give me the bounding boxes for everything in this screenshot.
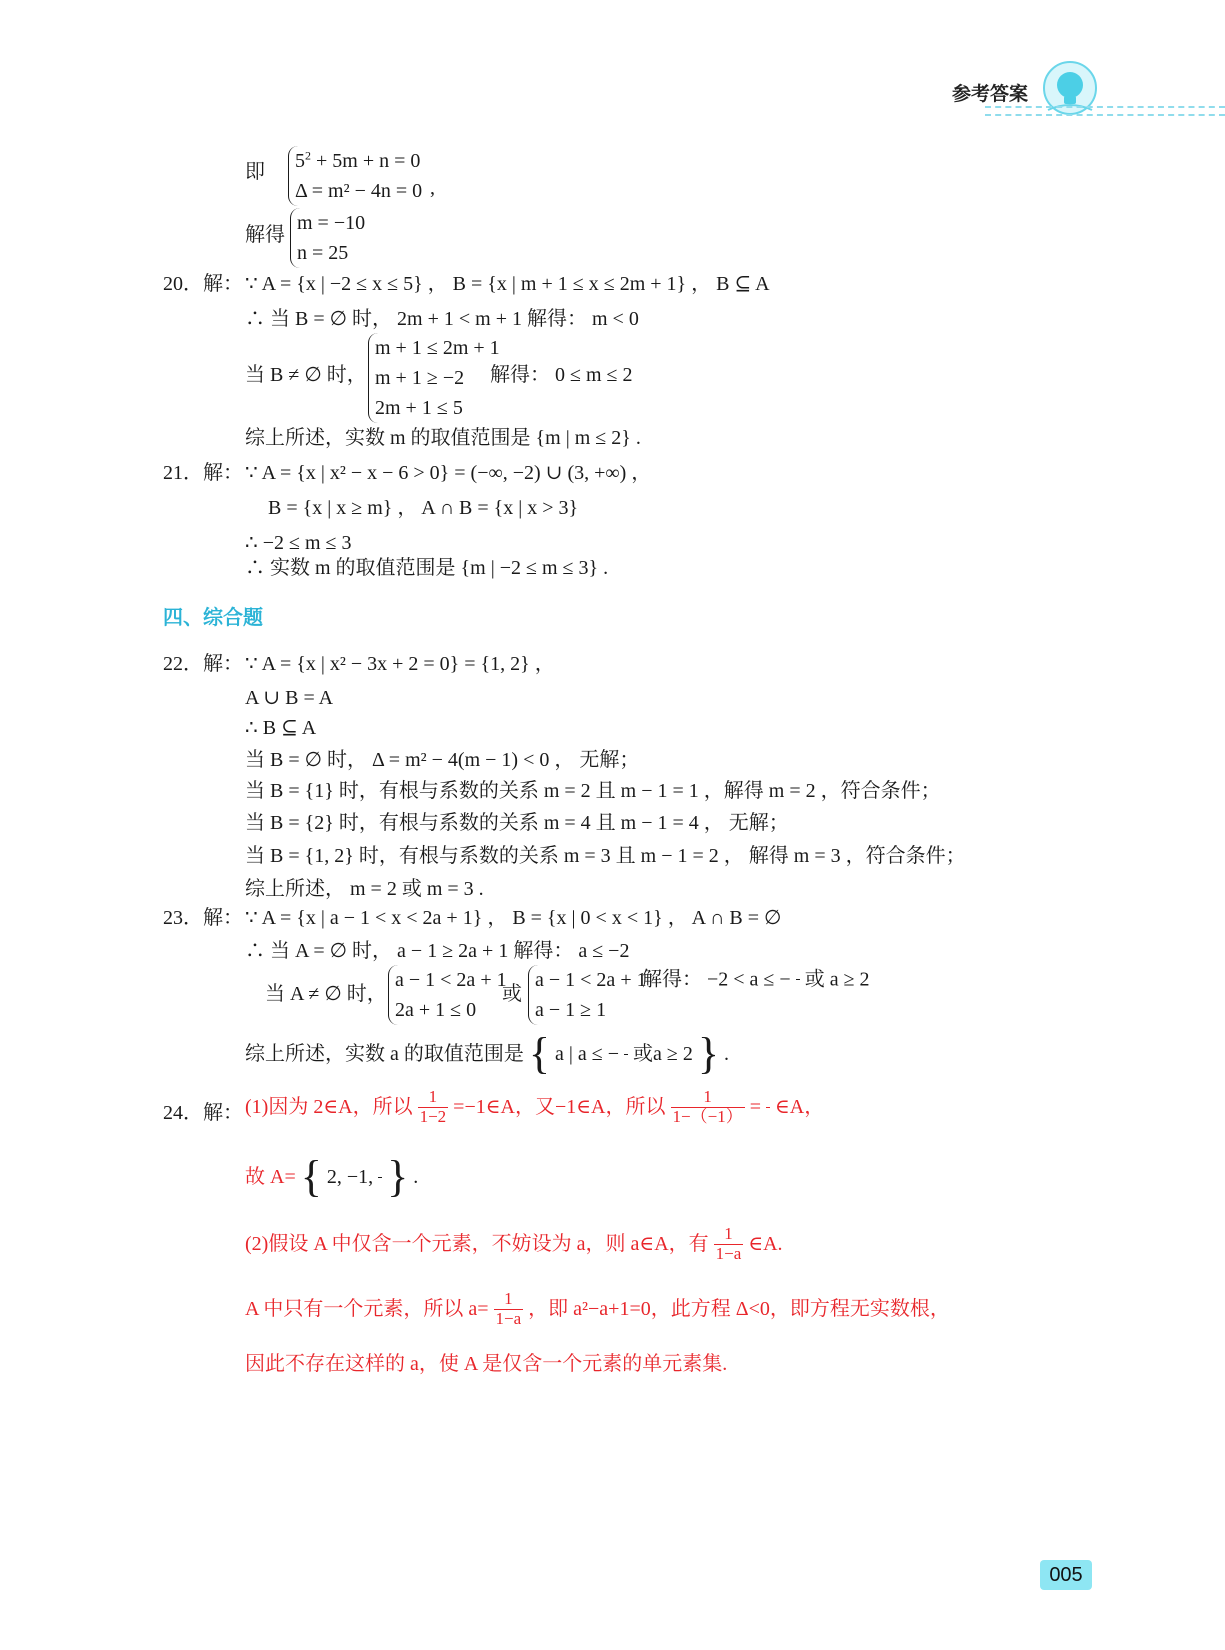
section-title: 四、综合题 bbox=[163, 607, 263, 629]
set-brace-open: { bbox=[528, 1029, 551, 1078]
lightbulb-icon bbox=[1040, 60, 1100, 118]
header-title: 参考答案 bbox=[952, 84, 1029, 105]
q22-line3: ∴ B ⊆ A bbox=[245, 717, 317, 739]
text: ，即 a²−a+1=0，此方程 Δ<0，即方程无实数根， bbox=[528, 1298, 950, 1321]
eq-line: 5 bbox=[295, 150, 305, 172]
q22-line8: 综上所述， m = 2 或 m = 3 . bbox=[245, 878, 484, 900]
text-ji: 即 bbox=[245, 161, 265, 183]
q22-line1: ∵ A = {x | x² − 3x + 2 = 0} = {1, 2} ， bbox=[245, 653, 555, 675]
q23-label: 23．解： bbox=[163, 907, 243, 929]
set-text-2: 或a ≥ 2 bbox=[633, 1043, 693, 1065]
fraction bbox=[378, 1177, 382, 1178]
eq-line: n = 25 bbox=[297, 242, 349, 264]
ineq: a − 1 ≥ 1 bbox=[535, 999, 607, 1021]
fraction bbox=[494, 1290, 524, 1328]
fraction bbox=[714, 1225, 744, 1263]
q21-line1: ∵ A = {x | x² − x − 6 > 0} = (−∞, −2) ∪ (3, +∞) ， bbox=[245, 462, 652, 484]
denominator: 1−a bbox=[715, 1243, 742, 1263]
q24-line3 bbox=[245, 1225, 783, 1263]
q23-system-2 bbox=[528, 965, 647, 1025]
numerator bbox=[766, 1107, 770, 1108]
fraction bbox=[671, 1088, 745, 1126]
q21-label: 21．解： bbox=[163, 462, 243, 484]
text: = bbox=[749, 1096, 761, 1119]
q20-label: 20．解： bbox=[163, 273, 243, 295]
fraction bbox=[624, 1054, 628, 1055]
set-brace-close: } bbox=[387, 1152, 409, 1201]
set-brace-open: { bbox=[300, 1152, 322, 1201]
q23-system-1 bbox=[388, 965, 507, 1025]
text: ∈A. bbox=[748, 1233, 783, 1256]
text: (2)假设 A 中仅含一个元素，不妨设为 a，则 a∈A，有 bbox=[245, 1233, 709, 1256]
denominator: 1−（−1） bbox=[672, 1106, 743, 1126]
summary-text: 综上所述，实数 a 的取值范围是 bbox=[245, 1043, 524, 1065]
text: 故 A= bbox=[245, 1166, 296, 1188]
numerator: 1 bbox=[494, 1290, 524, 1310]
system-2 bbox=[290, 208, 365, 268]
q22-line4: 当 B = ∅ 时， Δ = m² − 4(m − 1) < 0 ， 无解； bbox=[245, 749, 640, 771]
system-1: $5^2 + 5m + n = 0$ Δ = m² − 4n = 0 bbox=[288, 146, 422, 206]
q20-line2: ∴ 当 B = ∅ 时， 2m + 1 < m + 1 解得： m < 0 bbox=[245, 308, 639, 330]
fraction bbox=[796, 979, 800, 980]
period: . bbox=[724, 1043, 730, 1065]
q23-or: 或 bbox=[502, 983, 522, 1005]
comma: , bbox=[430, 177, 435, 199]
result-text-2: 或 a ≥ 2 bbox=[804, 968, 870, 991]
q21-line3: ∴ −2 ≤ m ≤ 3 bbox=[245, 532, 352, 554]
q24-label: 24．解： bbox=[163, 1102, 243, 1124]
q23-line1: ∵ A = {x | a − 1 < x < 2a + 1} ， B = {x | 0 < x < 1} ， A ∩ B = ∅ bbox=[245, 907, 782, 929]
text: . bbox=[413, 1166, 419, 1188]
header-divider-2 bbox=[985, 114, 1225, 116]
numerator bbox=[624, 1054, 628, 1055]
text: =−1∈A，又−1∈A，所以 bbox=[453, 1096, 666, 1119]
text: (1)因为 2∈A，所以 bbox=[245, 1096, 413, 1119]
ineq: 2a + 1 ≤ 0 bbox=[395, 999, 477, 1021]
numerator bbox=[378, 1177, 382, 1178]
q23-line2: ∴ 当 A = ∅ 时， a − 1 ≥ 2a + 1 解得： a ≤ −2 bbox=[245, 940, 630, 962]
eq-line: m = −10 bbox=[297, 212, 366, 234]
q20-line1: ∵ A = {x | −2 ≤ x ≤ 5} ， B = {x | m + 1 ≤ x ≤ 2m + 1} ， B ⊆ A bbox=[245, 273, 770, 295]
ineq: m + 1 ≥ −2 bbox=[375, 367, 465, 389]
ineq: 2m + 1 ≤ 5 bbox=[375, 397, 463, 419]
ineq: a − 1 < 2a + 1 bbox=[395, 969, 507, 991]
result-text: 解得： −2 < a ≤ − bbox=[642, 968, 791, 991]
ineq: m + 1 ≤ 2m + 1 bbox=[375, 337, 500, 359]
q22-label: 22．解： bbox=[163, 653, 243, 675]
q20-line3-label: 当 B ≠ ∅ 时， bbox=[245, 364, 367, 386]
set-text: 2, −1, bbox=[326, 1166, 374, 1188]
q22-line7: 当 B = {1, 2} 时，有根与系数的关系 m = 3 且 m − 1 = 2 ， 解得 m = 3 ，符合条件； bbox=[245, 845, 966, 867]
q24-line2 bbox=[245, 1152, 419, 1201]
q22-line6: 当 B = {2} 时，有根与系数的关系 m = 4 且 m − 1 = 4 ， 无解； bbox=[245, 812, 789, 834]
q20-line3-result: 解得： 0 ≤ m ≤ 2 bbox=[490, 364, 633, 386]
q23-line3-label: 当 A ≠ ∅ 时， bbox=[265, 983, 387, 1005]
set-text: a | a ≤ − bbox=[555, 1043, 620, 1065]
text: ∈A， bbox=[774, 1096, 825, 1119]
fraction bbox=[766, 1107, 770, 1108]
numerator: 1 bbox=[418, 1088, 449, 1108]
numerator: 1 bbox=[714, 1225, 744, 1245]
q20-system bbox=[368, 333, 500, 423]
denominator: 1−a bbox=[495, 1308, 522, 1328]
page-number: 005 bbox=[1040, 1560, 1092, 1590]
q22-line2: A ∪ B = A bbox=[245, 687, 334, 709]
q23-line4 bbox=[245, 1029, 730, 1078]
ineq: a − 1 < 2a + 1 bbox=[535, 969, 647, 991]
header-divider bbox=[985, 106, 1225, 108]
numerator: 1 bbox=[671, 1088, 745, 1108]
set-brace-close: } bbox=[697, 1029, 720, 1078]
denominator: 1−2 bbox=[419, 1106, 447, 1126]
q24-line5: 因此不存在这样的 a，使 A 是仅含一个元素的单元素集. bbox=[245, 1353, 728, 1375]
text-jiede: 解得 bbox=[245, 224, 285, 246]
eq-line-rest: + 5m + n = 0 bbox=[311, 150, 421, 172]
q21-line2: B = {x | x ≥ m} ， A ∩ B = {x | x > 3} bbox=[268, 497, 579, 519]
text: A 中只有一个元素，所以 a= bbox=[245, 1298, 489, 1321]
fraction bbox=[418, 1088, 449, 1126]
q24-line4 bbox=[245, 1290, 950, 1328]
q20-line4: 综上所述，实数 m 的取值范围是 {m | m ≤ 2} . bbox=[245, 427, 641, 449]
q24-line1 bbox=[245, 1088, 824, 1126]
q21-line4: ∴ 实数 m 的取值范围是 {m | −2 ≤ m ≤ 3} . bbox=[245, 557, 609, 579]
q23-line3-result bbox=[642, 968, 870, 989]
eq-line: Δ = m² − 4n = 0 bbox=[295, 180, 423, 202]
q22-line5: 当 B = {1} 时，有根与系数的关系 m = 2 且 m − 1 = 1 ，解得 m = 2 ，符合条件； bbox=[245, 780, 941, 802]
numerator bbox=[796, 979, 800, 980]
